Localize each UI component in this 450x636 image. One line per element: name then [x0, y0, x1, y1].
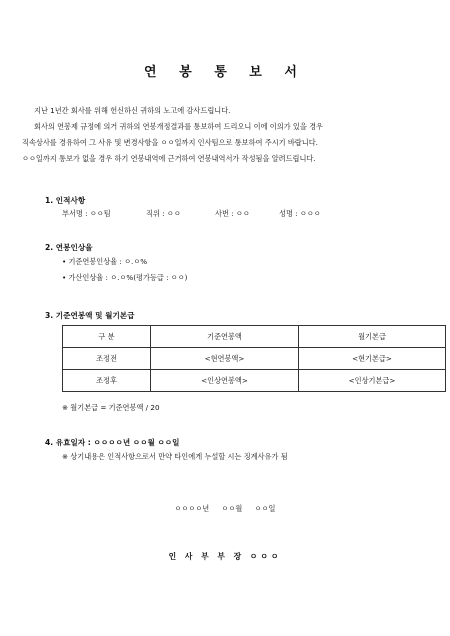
table-row: [63, 370, 446, 392]
intro-paragraph-1: 지난 1년간 회사를 위해 헌신하신 귀하의 노고에 감사드립니다.: [34, 106, 231, 115]
salary-table: [62, 325, 446, 392]
confidentiality-note: ※ 상기내용은 인적사항으로서 만약 타인에게 누설할 시는 징계사유가 됨: [62, 452, 288, 461]
table-header-cell: 월기본급: [299, 326, 446, 348]
additional-raise-rate: • 가산인상율 : ㅇ.ㅇ%(평가등급 : ㅇㅇ): [62, 273, 188, 282]
intro-paragraph-3: 직속상사를 경유하여 그 사유 및 변경사항을 ㅇㅇ일까지 인사팀으로 통보하여 주시기 바랍니다.: [22, 138, 318, 147]
position-field: 직위 : ㅇㅇ: [146, 209, 181, 218]
section-1-heading: 1. 인적사항: [45, 196, 86, 205]
table-header-cell: 구 분: [63, 326, 151, 348]
name-field: 성명 : ㅇㅇㅇ: [279, 209, 321, 218]
table-cell: <현기본급>: [299, 348, 446, 370]
section-2-heading: 2. 연봉인상율: [45, 243, 93, 252]
intro-paragraph-4: ㅇㅇ일까지 통보가 없을 경우 하기 연봉내역에 근거하여 연봉내역서가 작성됨을 알려드립니다.: [22, 154, 316, 163]
dept-field: 부서명 : ㅇㅇ팀: [62, 209, 111, 218]
table-cell: 조정후: [63, 370, 151, 392]
signer-line: 인 사 부 부 장 ㅇㅇㅇ: [168, 552, 282, 561]
issue-date: ㅇㅇㅇㅇ년 ㅇㅇ월 ㅇㅇ일: [174, 504, 276, 513]
table-header-cell: 기준연봉액: [151, 326, 299, 348]
section-3-heading: 3. 기준연봉액 및 월기본급: [45, 311, 135, 320]
section-4-heading: 4. 유효일자 : ㅇㅇㅇㅇ년 ㅇㅇ월 ㅇㅇ일: [45, 438, 180, 447]
monthly-pay-note: ※ 월기본급 = 기준연봉액 / 20: [62, 403, 160, 412]
base-raise-rate: • 기준연봉인상율 : ㅇ.ㅇ%: [62, 257, 148, 266]
document-title: 연 봉 통 보 서: [144, 65, 306, 80]
table-cell: <현연봉액>: [151, 348, 299, 370]
table-cell: 조정전: [63, 348, 151, 370]
table-cell: <인상연봉액>: [151, 370, 299, 392]
table-row: [63, 348, 446, 370]
intro-paragraph-2: 회사의 연봉제 규정에 의거 귀하의 연봉개정결과를 통보하여 드리오니 이에 이의가 있을 경우: [34, 122, 323, 131]
table-cell: <인상기본급>: [299, 370, 446, 392]
table-header-row: [63, 326, 446, 348]
employee-number-field: 사번 : ㅇㅇ: [215, 209, 250, 218]
